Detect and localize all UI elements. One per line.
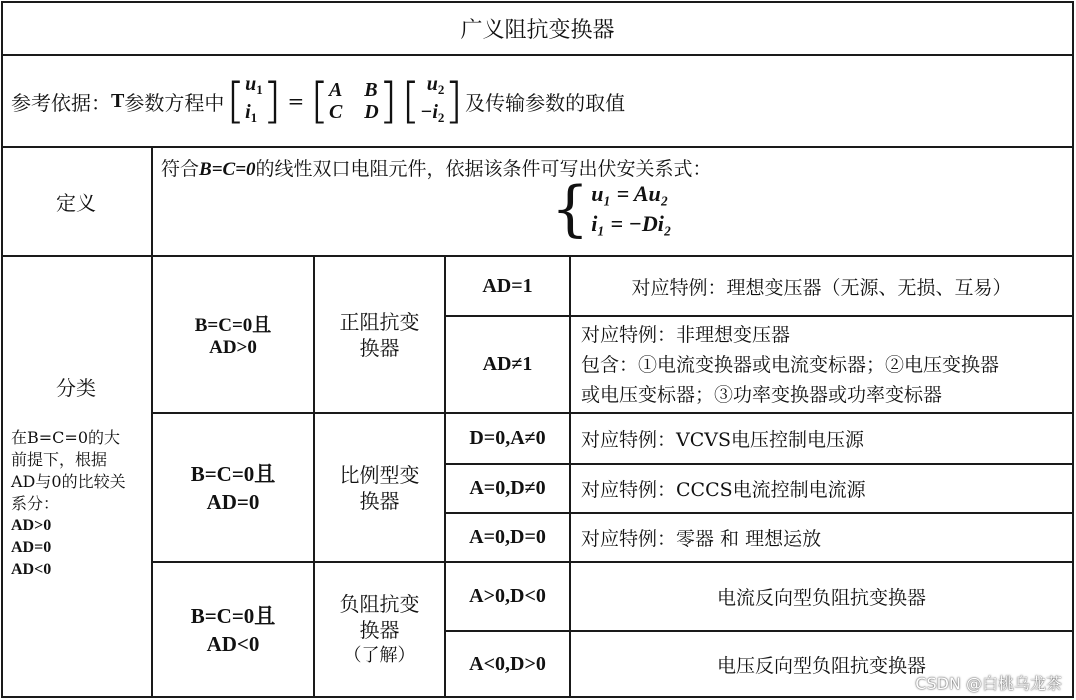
transmission-matrix: [ A B C D ] <box>310 73 398 129</box>
desc-nullor: 对应特例：零器 和 理想运放 <box>581 528 822 550</box>
rule-reference <box>1 146 1074 148</box>
impedance-converter-table <box>1 1 1074 698</box>
bracket-right-icon: ] <box>378 73 398 129</box>
param-voltage-inversion: A<0,D>0 <box>469 652 546 675</box>
equals-sign: = <box>287 89 305 113</box>
rhs-vector: [ $u_2$ $-i_2$ ] <box>401 73 464 129</box>
classification-note: 在B=C=0的大 前提下，根据 AD与0的比较关 系分： AD>0 AD=0 AD<0 <box>11 428 126 578</box>
table-title: 广义阻抗变换器 <box>460 18 615 43</box>
border-right <box>1072 1 1074 698</box>
reference-suffix: 及传输参数的取值 <box>465 90 626 115</box>
group-proportional-condition: B=C=0且 AD=0 <box>190 461 276 514</box>
group-positive-type: 正阻抗变 换器 <box>339 309 420 360</box>
desc-vcvs: 对应特例：VCVS电压控制电压源 <box>581 429 864 451</box>
param-ad1: AD=1 <box>482 274 533 297</box>
border-bottom <box>1 696 1074 698</box>
equation-1: u₁ = Au₂ <box>591 181 669 206</box>
reference-prefix: 参考依据： <box>11 90 111 115</box>
lhs-vector: [ $u_1$ $i_1$ ] <box>226 73 282 129</box>
group-negative-condition: B=C=0且 AD<0 <box>190 603 276 656</box>
definition-content <box>161 150 1061 254</box>
equation-2: i₁ = −Di₂ <box>591 211 672 236</box>
param-ad-neq-1: AD≠1 <box>482 353 533 375</box>
desc-ad1: 对应特例：理想变压器（无源、无损、互易） <box>631 276 1012 299</box>
desc-ad-neq-1: 对应特例：非理想变压器 包含：①电流变换器或电流变标器；②电压变换器 或电压变标器；③功率变换器或功率变标器 <box>581 323 1000 406</box>
reference-t: T <box>111 89 125 112</box>
desc-voltage-inversion: 电压反向型负阻抗变换器 <box>716 654 926 677</box>
reference-row <box>11 56 1061 146</box>
reference-mid: 参数方程中 <box>124 90 225 115</box>
definition-equations <box>551 174 672 244</box>
bracket-left-icon: [ <box>310 73 329 129</box>
classification-label: 分类 <box>56 375 96 400</box>
group-negative-type: 负阻抗变 换器 （了解） <box>339 591 420 666</box>
bracket-right-icon: ] <box>444 73 464 129</box>
brace-icon: { <box>551 174 590 244</box>
desc-cccs: 对应特例：CCCS电流控制电流源 <box>581 479 866 501</box>
border-left <box>1 1 3 698</box>
bracket-right-icon: ] <box>262 73 282 129</box>
definition-label: 定义 <box>56 191 96 215</box>
group-positive-condition: B=C=0且 AD>0 <box>194 315 272 358</box>
param-vcvs: D=0,A≠0 <box>469 427 546 449</box>
param-current-inversion: A>0,D<0 <box>469 585 546 607</box>
param-cccs: A=0,D≠0 <box>469 477 546 499</box>
watermark: CSDN @白桃乌龙茶 <box>915 674 1062 693</box>
group-proportional-type: 比例型变 换器 <box>339 462 420 513</box>
desc-current-inversion: 电流反向型负阻抗变换器 <box>716 587 926 609</box>
param-nullor: A=0,D=0 <box>469 526 546 548</box>
definition-text: 符合B=C=0的线性双口电阻元件，依据该条件可写出伏安关系式： <box>161 158 712 180</box>
bracket-left-icon: [ <box>401 73 421 129</box>
definition-condition: B=C=0 <box>199 159 256 180</box>
bracket-left-icon: [ <box>226 73 246 129</box>
